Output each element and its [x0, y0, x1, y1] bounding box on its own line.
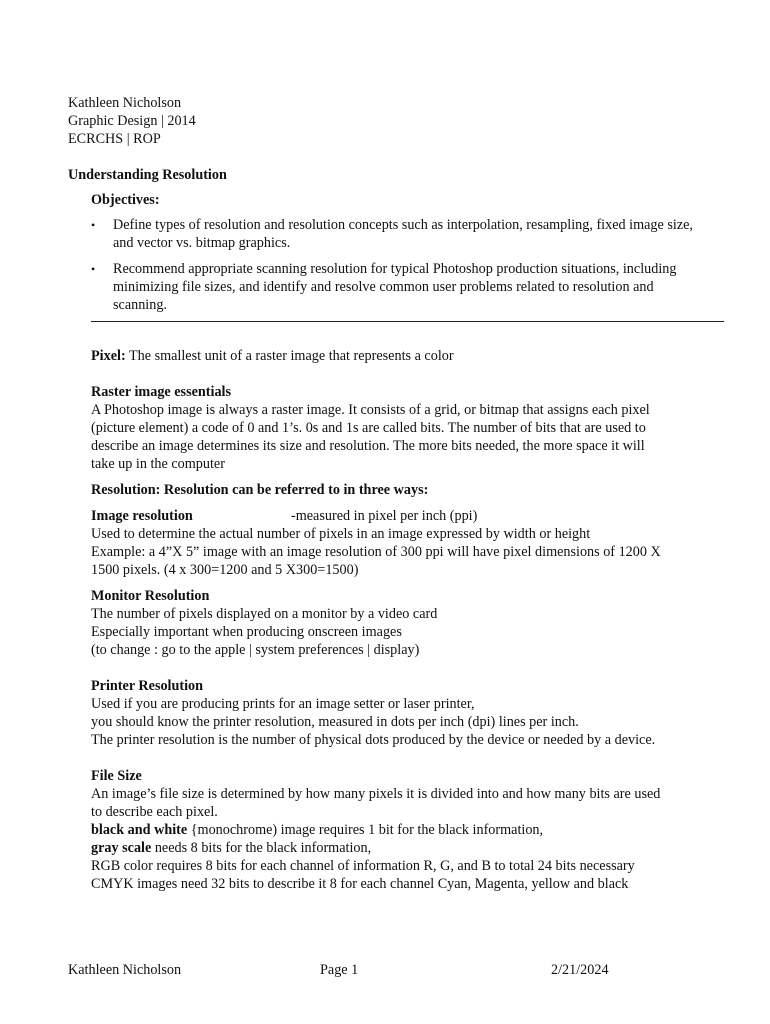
raster-line: take up in the computer [91, 456, 225, 472]
monitor-resolution-heading: Monitor Resolution [91, 588, 210, 604]
image-resolution-line: 1500 pixels. (4 x 300=1200 and 5 X300=1500) [91, 562, 359, 578]
objectives-heading: Objectives: [91, 192, 160, 208]
pixel-definition [91, 347, 721, 365]
printer-resolution-line: The printer resolution is the number of physical dots produced by the device or needed by a device. [91, 732, 656, 748]
horizontal-divider [91, 321, 724, 322]
image-resolution-line: Example: a 4”X 5” image with an image resolution of 300 ppi will have pixel dimensions of 1200 X [91, 544, 661, 560]
objective-text: Define types of resolution and resolution concepts such as interpolation, resampling, fixed image size, and vector vs. bitmap graphics. [113, 217, 693, 251]
objective-item [91, 260, 711, 314]
objective-text: Recommend appropriate scanning resolution for typical Photoshop production situations, including minimizing file sizes, and identify and resolve common user problems related to resolution and scanning. [113, 261, 677, 313]
raster-line: A Photoshop image is always a raster image. It consists of a grid, or bitmap that assigns each pixel [91, 402, 650, 418]
gray-term: gray scale [91, 840, 152, 856]
course-line: Graphic Design | 2014 [68, 113, 196, 129]
printer-resolution-line: you should know the printer resolution, measured in dots per inch (dpi) lines per inch. [91, 714, 579, 730]
bullet-icon: • [91, 262, 96, 276]
printer-resolution-heading: Printer Resolution [91, 678, 204, 694]
image-resolution-measure: -measured in pixel per inch (ppi) [291, 508, 478, 524]
image-resolution-heading: Image resolution [91, 508, 193, 524]
file-size-bw-line [91, 821, 721, 839]
image-resolution-heading-row [91, 507, 721, 525]
file-size-line: to describe each pixel. [91, 804, 218, 820]
document-header [68, 94, 668, 148]
file-size-heading: File Size [91, 768, 142, 784]
document-body [91, 347, 721, 893]
monitor-resolution-line: The number of pixels displayed on a monitor by a video card [91, 606, 438, 622]
file-size-rgb-line: RGB color requires 8 bits for each channel of information R, G, and B to total 24 bits necessary [91, 858, 635, 874]
resolution-intro: Resolution: Resolution can be referred to in three ways: [91, 482, 429, 498]
footer-page-number: Page 1 [320, 962, 359, 978]
bw-term: black and white [91, 822, 188, 838]
raster-line: describe an image determines its size and resolution. The more bits needed, the more space it will [91, 438, 645, 454]
bw-text: {monochrome) image requires 1 bit for the black information, [187, 822, 544, 838]
image-resolution-line: Used to determine the actual number of pixels in an image expressed by width or height [91, 526, 591, 542]
monitor-resolution-line: Especially important when producing onscreen images [91, 624, 402, 640]
file-size-cmyk-line: CMYK images need 32 bits to describe it 8 for each channel Cyan, Magenta, yellow and black [91, 876, 629, 892]
author-name: Kathleen Nicholson [68, 95, 182, 111]
document-title: Understanding Resolution [68, 167, 227, 183]
page-footer [0, 961, 770, 979]
footer-author: Kathleen Nicholson [68, 962, 182, 978]
printer-resolution-line: Used if you are producing prints for an image setter or laser printer, [91, 696, 475, 712]
bullet-icon: • [91, 218, 96, 232]
objectives-list [91, 216, 711, 322]
file-size-line: An image’s file size is determined by how many pixels it is divided into and how many bits are used [91, 786, 661, 802]
footer-date: 2/21/2024 [551, 962, 609, 978]
pixel-term: Pixel: [91, 348, 126, 364]
gray-text: needs 8 bits for the black information, [151, 840, 372, 856]
raster-line: (picture element) a code of 0 and 1’s. 0s and 1s are called bits. The number of bits that are used to [91, 420, 646, 436]
monitor-resolution-line: (to change : go to the apple | system preferences | display) [91, 642, 420, 658]
school-line: ECRCHS | ROP [68, 131, 161, 147]
raster-heading: Raster image essentials [91, 384, 232, 400]
pixel-definition-text: The smallest unit of a raster image that represents a color [125, 348, 454, 364]
objective-item [91, 216, 711, 252]
file-size-gray-line [91, 839, 721, 857]
